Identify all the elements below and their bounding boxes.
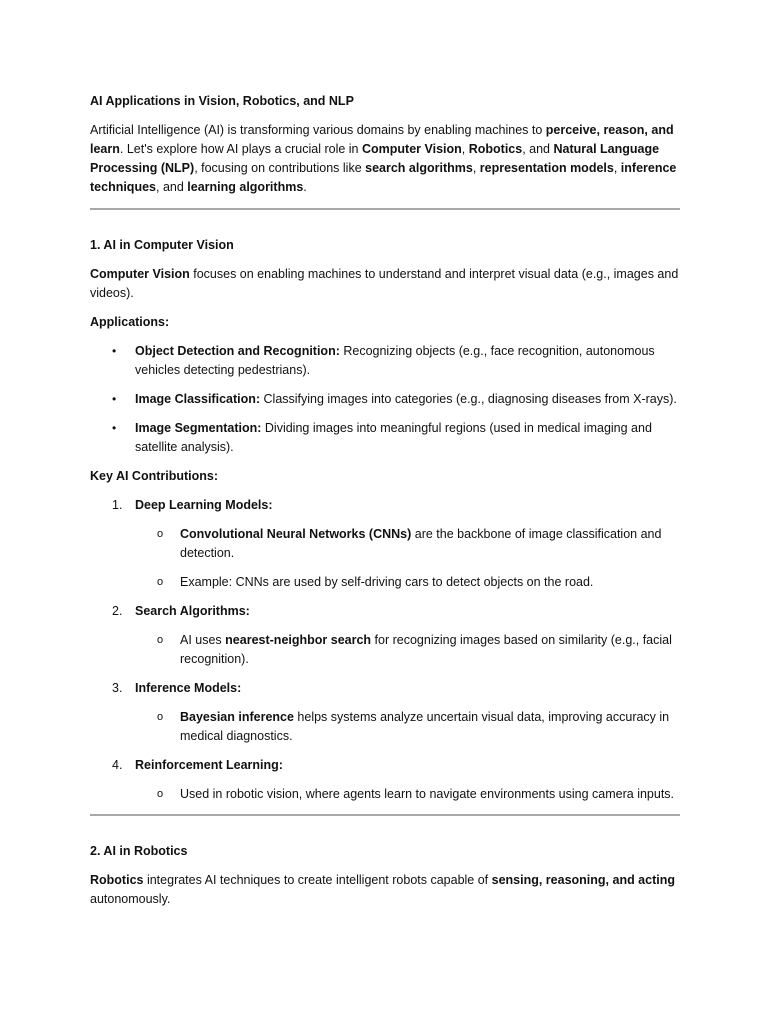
intro-text: , focusing on contributions like xyxy=(194,161,366,175)
intro-bold: representation models xyxy=(479,161,614,175)
contributions-list xyxy=(90,496,680,804)
sub-list xyxy=(135,785,680,804)
bullet-icon: • xyxy=(112,392,117,406)
bullet-icon: • xyxy=(112,421,117,435)
intro-text: Artificial Intelligence (AI) is transforming various domains by enabling machines to xyxy=(90,123,546,137)
sub-bullet-icon: o xyxy=(157,634,164,646)
intro-bold: perceive, reason, and learn xyxy=(90,123,674,156)
sub-item-bold: Bayesian inference xyxy=(180,710,294,724)
list-item xyxy=(90,419,680,457)
application-text: Dividing images into meaningful regions (used in medical imaging and satellite analysis). xyxy=(135,421,652,454)
item-number: 4. xyxy=(112,758,123,772)
sub-item-text: are the backbone of image classification and detection. xyxy=(180,527,662,560)
intro-paragraph xyxy=(90,121,680,197)
sub-item-text: helps systems analyze uncertain visual data, improving accuracy in medical diagnostics. xyxy=(180,710,670,743)
sub-bullet-icon: o xyxy=(157,528,164,540)
sub-list-item xyxy=(135,631,680,669)
intro-text: , xyxy=(461,142,469,156)
intro-bold: search algorithms xyxy=(365,161,473,175)
contribution-title: Inference Models: xyxy=(135,681,242,695)
list-item xyxy=(90,342,680,380)
contribution-title: Deep Learning Models: xyxy=(135,498,273,512)
application-title: Image Classification: xyxy=(135,392,261,406)
vision-term: Computer Vision xyxy=(90,267,190,281)
contribution-item xyxy=(90,602,680,669)
applications-list xyxy=(90,342,680,457)
sub-list xyxy=(135,708,680,746)
intro-bold: inference techniques xyxy=(90,161,677,194)
item-number: 3. xyxy=(112,681,123,695)
contribution-title: Reinforcement Learning: xyxy=(135,758,283,772)
sub-list-item xyxy=(135,573,680,592)
sub-list xyxy=(135,525,680,592)
sub-bullet-icon: o xyxy=(157,711,164,723)
sub-bullet-icon: o xyxy=(157,576,164,588)
item-number: 2. xyxy=(112,604,123,618)
intro-text: , xyxy=(613,161,621,175)
sub-item-text: for recognizing images based on similarity (e.g., facial recognition). xyxy=(180,633,672,666)
sub-item-bold: Convolutional Neural Networks (CNNs) xyxy=(180,527,412,541)
application-text: Recognizing objects (e.g., face recognition, autonomous vehicles detecting pedestrians). xyxy=(135,344,655,377)
list-item xyxy=(90,390,680,409)
sub-list-item xyxy=(135,525,680,563)
applications-label: Applications: xyxy=(90,315,170,329)
intro-text: , and xyxy=(156,180,188,194)
sub-item-bold: nearest-neighbor search xyxy=(225,633,372,647)
robotics-term: Robotics xyxy=(90,873,144,887)
intro-text: . Let's explore how AI plays a crucial role in xyxy=(119,142,362,156)
robotics-bold-phrase: sensing, reasoning, and acting xyxy=(491,873,675,887)
sub-item-text: Used in robotic vision, where agents learn to navigate environments using camera inputs. xyxy=(180,787,675,801)
horizontal-rule xyxy=(90,814,680,816)
contributions-label: Key AI Contributions: xyxy=(90,469,219,483)
intro-bold: learning algorithms xyxy=(187,180,304,194)
application-title: Image Segmentation: xyxy=(135,421,262,435)
vision-definition xyxy=(90,265,680,303)
document-title: AI Applications in Vision, Robotics, and NLP xyxy=(90,94,354,108)
application-text: Classifying images into categories (e.g., diagnosing diseases from X-rays). xyxy=(260,392,677,406)
item-number: 1. xyxy=(112,498,123,512)
intro-text: . xyxy=(303,180,307,194)
document-page xyxy=(90,92,680,919)
application-title: Object Detection and Recognition: xyxy=(135,344,340,358)
intro-text: , xyxy=(472,161,480,175)
contribution-item xyxy=(90,679,680,746)
robotics-definition-text: integrates AI techniques to create intelligent robots capable of xyxy=(143,873,492,887)
bullet-icon: • xyxy=(112,344,117,358)
robotics-definition xyxy=(90,871,680,909)
sub-list xyxy=(135,631,680,669)
contribution-item xyxy=(90,756,680,804)
vision-definition-text: focuses on enabling machines to understand and interpret visual data (e.g., images and videos). xyxy=(90,267,679,300)
intro-bold: Computer Vision xyxy=(361,142,462,156)
intro-bold: Robotics xyxy=(468,142,523,156)
sub-list-item xyxy=(135,785,680,804)
intro-bold: Natural Language Processing (NLP) xyxy=(90,142,660,175)
section-heading-vision: 1. AI in Computer Vision xyxy=(90,238,234,252)
sub-item-text: AI uses xyxy=(180,633,226,647)
intro-text: , and xyxy=(522,142,554,156)
contribution-title: Search Algorithms: xyxy=(135,604,250,618)
horizontal-rule xyxy=(90,208,680,210)
sub-bullet-icon: o xyxy=(157,788,164,800)
robotics-definition-text: autonomously. xyxy=(90,892,171,906)
section-heading-robotics: 2. AI in Robotics xyxy=(90,844,188,858)
sub-item-text: Example: CNNs are used by self-driving cars to detect objects on the road. xyxy=(180,575,594,589)
sub-list-item xyxy=(135,708,680,746)
contribution-item xyxy=(90,496,680,592)
